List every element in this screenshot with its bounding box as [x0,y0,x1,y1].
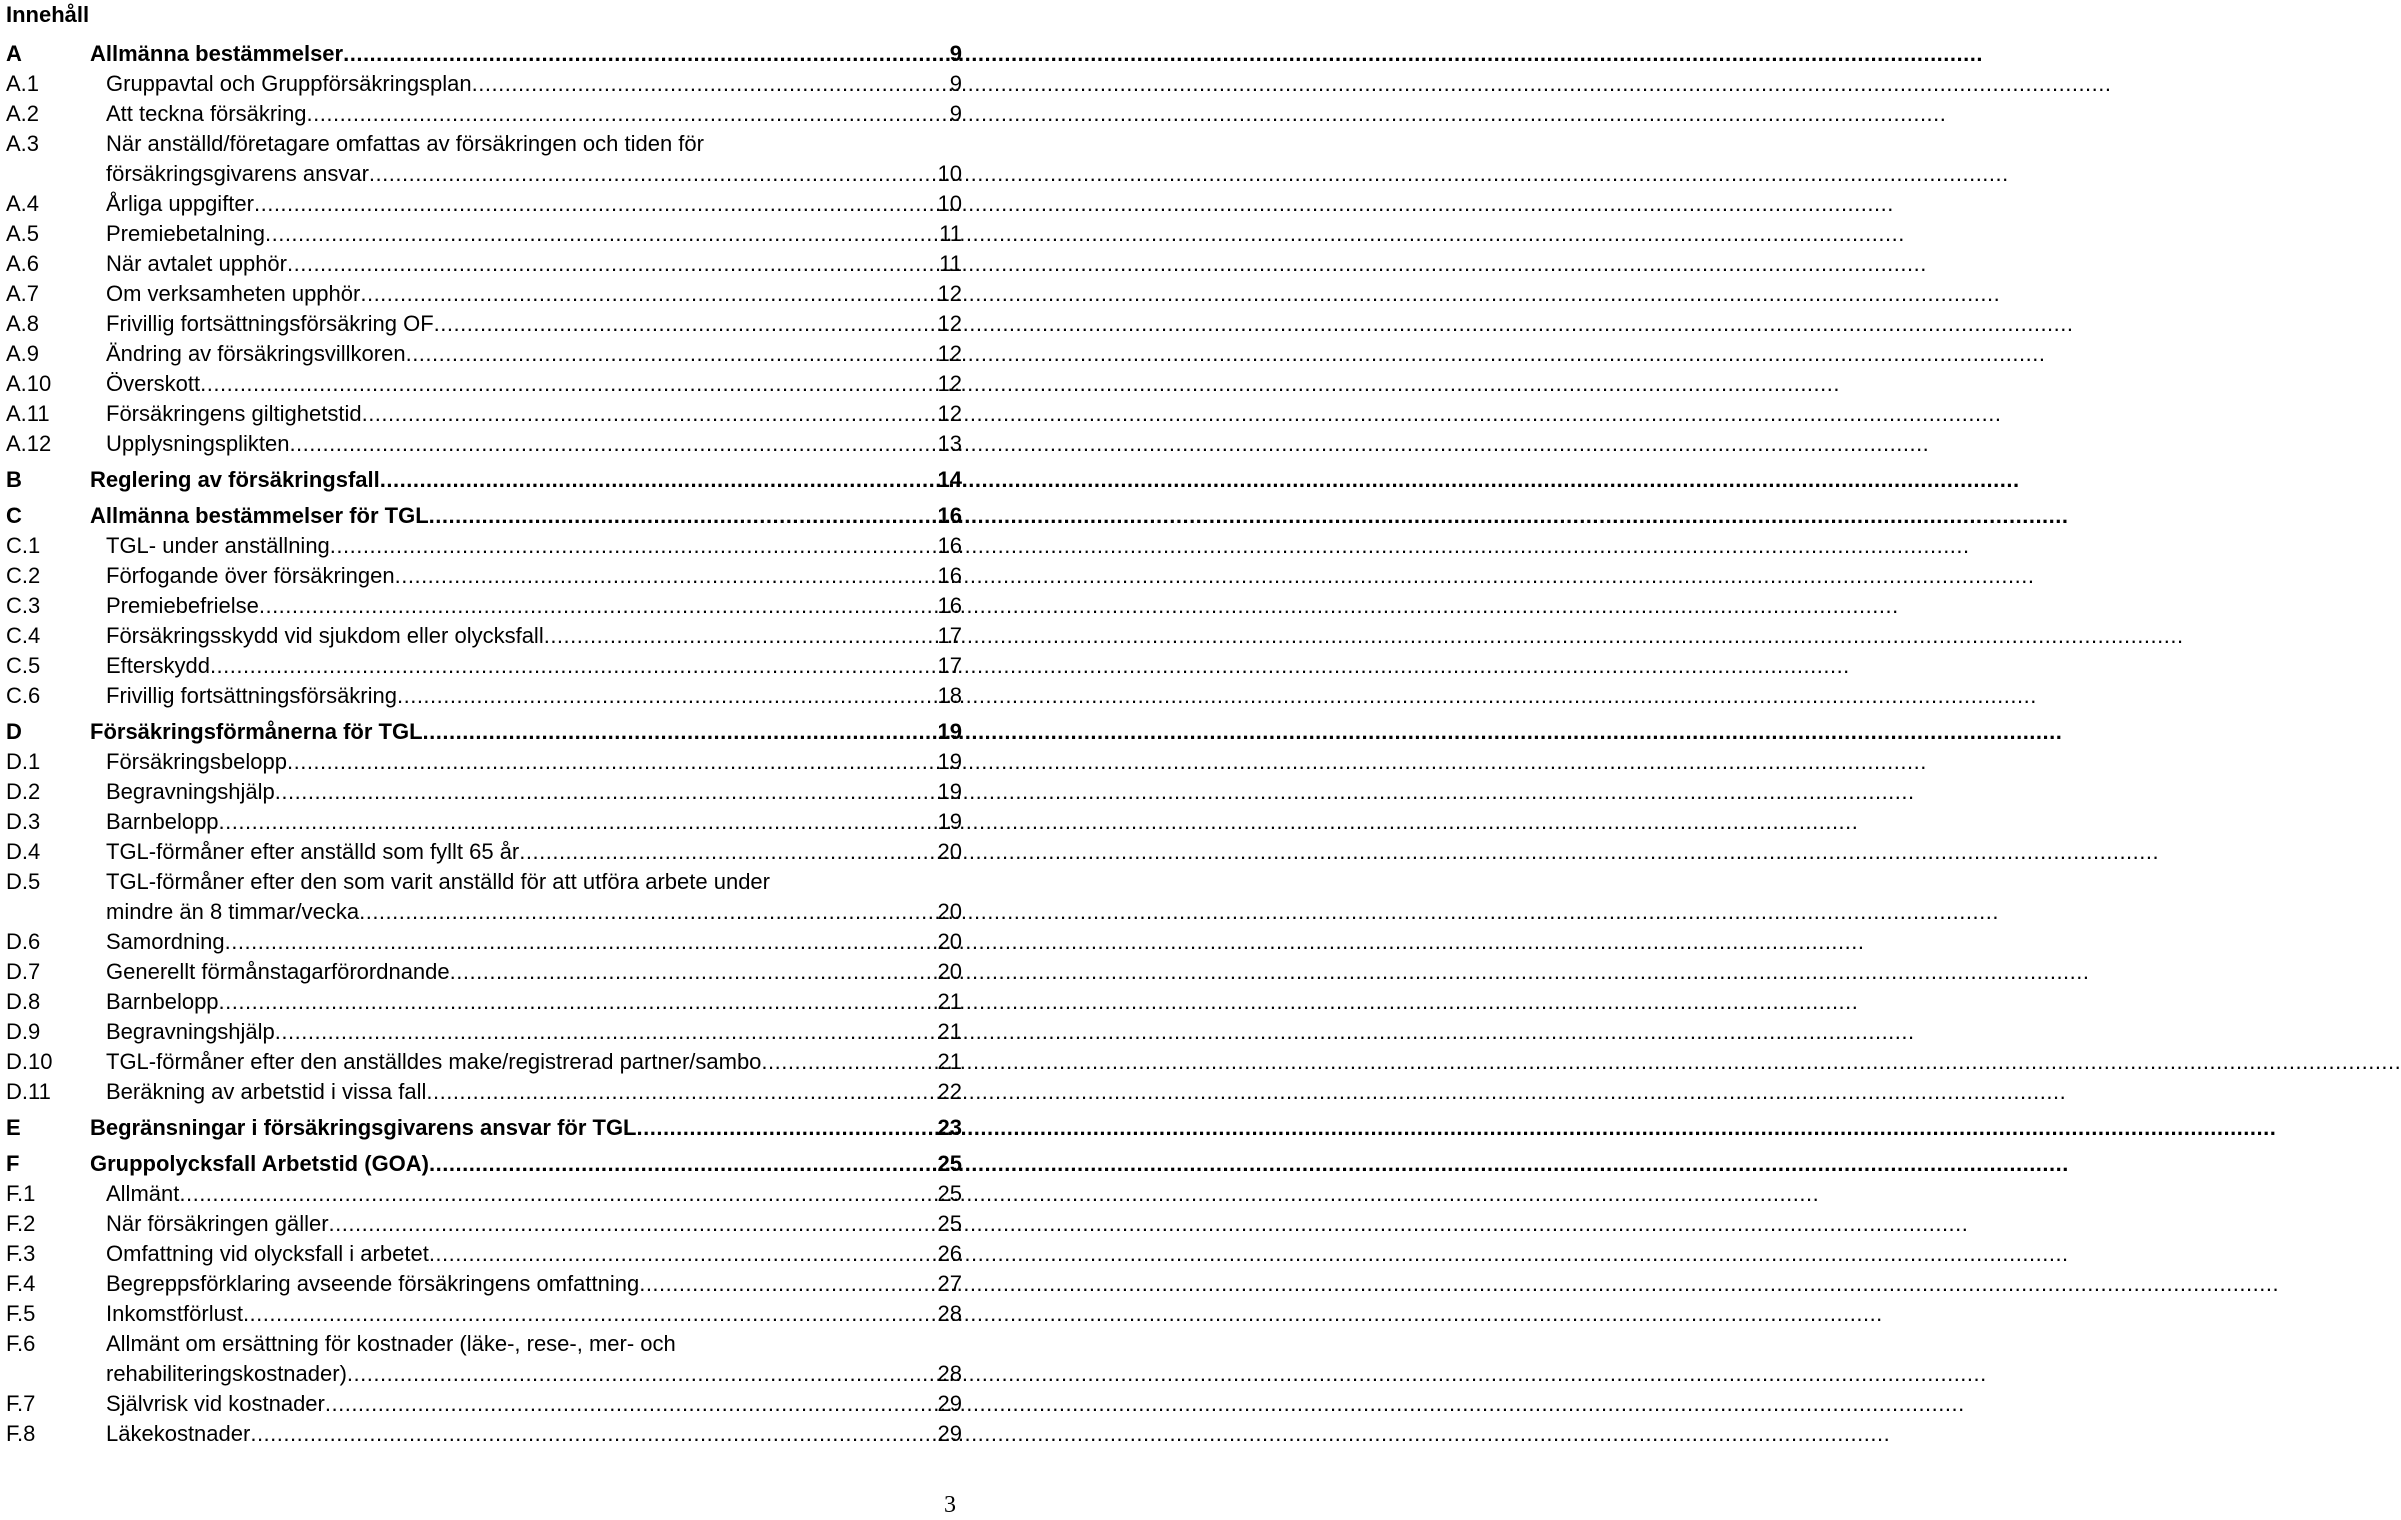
leader-dots [639,1269,935,1299]
toc-entry-number: A.2 [6,101,40,126]
toc-entry-label: Samordning [106,929,225,954]
toc-entry-page: 18 [937,683,962,708]
leader-dots [637,1113,936,1143]
toc-entry-number: A.4 [6,191,40,216]
toc-entry-page: 28 [937,1361,962,1386]
toc-entry-page: 21 [937,1019,962,1044]
toc-entry-number: F.4 [6,1271,36,1296]
toc-entry-page: 16 [937,563,962,588]
toc-entry-label: Barnbelopp [106,809,219,834]
toc-entry-page: 17 [937,653,962,678]
leader-dots [429,501,936,531]
toc-entry[interactable] [6,651,962,681]
toc-entry-page: 19 [937,779,962,804]
toc-entry-page: 12 [937,341,962,366]
toc-entry-label: Frivillig fortsättningsförsäkring OF [106,311,434,336]
toc-entry-page: 12 [937,281,962,306]
toc-entry-number: F.3 [6,1241,36,1266]
toc-entry-label: Begravningshjälp [106,779,275,804]
toc-entry-number: D.4 [6,839,41,864]
toc-section-entry[interactable] [6,465,962,495]
toc-entry-label: Att teckna försäkring [106,101,307,126]
toc-entry[interactable] [6,279,962,309]
toc-entry-number: D.5 [6,869,41,894]
toc-entry-number: C.5 [6,653,41,678]
toc-entry[interactable] [6,369,962,399]
toc-entry[interactable] [6,1209,962,1239]
toc-entry-page: 10 [937,191,962,216]
leader-dots [434,309,936,339]
toc-entry-number: A.11 [6,401,50,426]
toc-entry-number: F.8 [6,1421,36,1446]
leader-dots [429,1239,936,1269]
toc-entry[interactable] [6,867,962,927]
toc-entry-label: Försäkringsbelopp [106,749,287,774]
toc-entry-label: Försäkringens giltighetstid [106,401,362,426]
leader-dots [343,39,948,69]
toc-entry-label: Premiebefrielse [106,593,259,618]
toc-entry-label: Ändring av försäkringsvillkoren [106,341,406,366]
toc-entry-number: D.8 [6,989,41,1014]
toc-entry-number: C.6 [6,683,41,708]
toc-entry-label: Försäkringsförmånerna för TGL [90,719,423,744]
toc-section-entry[interactable] [6,717,962,747]
toc-entry-label: Allmänna bestämmelser [90,41,344,66]
toc-entry[interactable] [6,129,962,189]
toc-entry[interactable] [6,339,962,369]
toc-entry-page: 25 [937,1211,962,1236]
toc-entry-number: D.6 [6,929,41,954]
toc-entry-number: F [6,1151,20,1176]
toc-entry-number: A [6,41,22,66]
leader-dots [219,987,936,1017]
toc-entry-number: A.5 [6,221,40,246]
toc-entry[interactable] [6,747,962,777]
toc-entry-number: D.9 [6,1019,41,1044]
leader-dots [429,1149,936,1179]
toc-entry-label: Generellt förmånstagarförordnande [106,959,450,984]
toc-entry-page: 9 [949,41,962,66]
leader-dots [219,807,936,837]
toc-entry-number: F.7 [6,1391,36,1416]
toc-entry-page: 22 [937,1079,962,1104]
toc-entry[interactable] [6,837,962,867]
toc-title: Innehåll [6,2,90,27]
toc-entry-number: F.6 [6,1331,36,1356]
toc-entry-label: Överskott [106,371,201,396]
leader-dots [179,1179,935,1209]
toc-entry[interactable] [6,987,962,1017]
leader-dots [275,1017,936,1047]
toc-entry-label: TGL- under anställning [106,533,330,558]
leader-dots [330,531,936,561]
toc-entry[interactable] [6,591,962,621]
table-of-contents [6,34,962,1449]
toc-entry-label: Försäkringsskydd vid sjukdom eller olycksfall [106,623,544,648]
toc-entry-label: TGL-förmåner efter den som varit anställd för att utföra arbete under [106,869,770,894]
toc-entry-number: A.10 [6,371,52,396]
toc-entry[interactable] [6,1179,962,1209]
toc-entry-page: 20 [937,839,962,864]
leader-dots [243,1299,936,1329]
toc-entry-page: 20 [937,929,962,954]
toc-entry-label: Omfattning vid olycksfall i arbetet [106,1241,429,1266]
toc-entry-number: F.2 [6,1211,36,1236]
toc-entry-label: Läkekostnader [106,1421,251,1446]
toc-entry-label: Gruppavtal och Gruppförsäkringsplan [106,71,472,96]
leader-dots [329,1209,936,1239]
toc-entry-page: 19 [937,749,962,774]
toc-section-entry[interactable] [6,1113,962,1143]
toc-entry-page: 20 [937,899,962,924]
leader-dots [307,99,948,129]
toc-entry-page: 29 [937,1421,962,1446]
toc-entry-label: Premiebetalning [106,221,265,246]
toc-entry-label: Begreppsförklaring avseende försäkringens omfattning [106,1271,640,1296]
leader-dots [259,591,936,621]
toc-entry-number: D.3 [6,809,41,834]
leader-dots [210,651,936,681]
toc-entry-page: 16 [937,593,962,618]
leader-dots [423,717,936,747]
toc-entry[interactable] [6,1299,962,1329]
leader-dots [265,219,937,249]
toc-entry[interactable] [6,1269,962,1299]
toc-entry-page: 16 [937,503,962,528]
toc-entry[interactable] [6,99,962,129]
toc-entry-label: Barnbelopp [106,989,219,1014]
toc-section-entry[interactable] [6,39,962,69]
toc-entry-number: D [6,719,22,744]
toc-entry[interactable] [6,681,962,711]
leader-dots [450,957,936,987]
toc-entry-label: Årliga uppgifter [106,191,254,216]
toc-entry-number: C.2 [6,563,41,588]
leader-dots [761,1047,935,1077]
toc-entry[interactable] [6,1077,962,1107]
toc-entry[interactable] [6,1389,962,1419]
toc-entry[interactable] [6,531,962,561]
toc-entry-page: 20 [937,959,962,984]
leader-dots [395,561,936,591]
toc-entry-number: A.8 [6,311,40,336]
toc-entry-number: C.3 [6,593,41,618]
toc-entry[interactable] [6,249,962,279]
toc-entry-number: C.4 [6,623,41,648]
toc-entry-page: 21 [937,989,962,1014]
toc-entry-page: 27 [937,1271,962,1296]
toc-entry-number: A.7 [6,281,40,306]
toc-entry[interactable] [6,1047,962,1077]
leader-dots [287,747,936,777]
toc-section-entry[interactable] [6,501,962,531]
toc-entry-page: 13 [937,431,962,456]
leader-dots [472,69,948,99]
toc-entry-number: E [6,1115,21,1140]
toc-entry-page: 9 [949,101,962,126]
toc-entry-page: 11 [939,251,962,276]
toc-entry-page: 16 [937,533,962,558]
toc-entry[interactable] [6,621,962,651]
leader-dots [544,621,936,651]
toc-entry[interactable] [6,1419,962,1449]
toc-entry[interactable] [6,189,962,219]
toc-entry-number: C.1 [6,533,41,558]
toc-section-entry[interactable] [6,1149,962,1179]
leader-dots [254,189,936,219]
leader-dots [347,1359,936,1389]
toc-entry-label: Allmänt [106,1181,180,1206]
toc-entry-label: När avtalet upphör [106,251,287,276]
toc-entry-page: 11 [939,221,962,246]
toc-entry-page: 9 [949,71,962,96]
leader-dots [426,1077,935,1107]
toc-entry-label: Om verksamheten upphör [106,281,361,306]
page-number: 3 [944,1492,956,1518]
toc-entry-page: 25 [937,1181,962,1206]
toc-entry-page: 14 [937,467,962,492]
leader-dots [519,837,935,867]
toc-entry-page: 12 [937,371,962,396]
toc-entry-number: D.11 [6,1079,51,1104]
toc-entry-label: TGL-förmåner efter anställd som fyllt 65 år [106,839,520,864]
toc-entry-label-continued: mindre än 8 timmar/vecka [106,899,360,924]
leader-dots [287,249,937,279]
toc-entry[interactable] [6,807,962,837]
leader-dots [359,897,935,927]
toc-entry-number: F.5 [6,1301,36,1326]
toc-entry[interactable] [6,1329,962,1389]
toc-entry-label: Beräkning av arbetstid i vissa fall [106,1079,427,1104]
toc-entry[interactable] [6,429,962,459]
toc-entry-number: A.1 [6,71,40,96]
toc-entry-number: A.6 [6,251,40,276]
toc-entry-page: 17 [937,623,962,648]
toc-entry-label: Förfogande över försäkringen [106,563,395,588]
toc-entry[interactable] [6,219,962,249]
leader-dots [250,1419,935,1449]
toc-entry[interactable] [6,777,962,807]
leader-dots [369,159,936,189]
toc-entry-label: Reglering av försäkringsfall [90,467,380,492]
toc-entry[interactable] [6,1239,962,1269]
toc-entry-label: Begravningshjälp [106,1019,275,1044]
toc-entry-label: TGL-förmåner efter den anställdes make/registrerad partner/sambo [106,1049,762,1074]
toc-entry-number: F.1 [6,1181,36,1206]
toc-entry-label: Frivillig fortsättningsförsäkring [106,683,397,708]
toc-entry[interactable] [6,399,962,429]
toc-entry-number: D.1 [6,749,41,774]
toc-entry-number: A.12 [6,431,52,456]
toc-entry-page: 19 [937,719,962,744]
toc-entry-number: A.3 [6,131,40,156]
toc-entry-label: Begränsningar i försäkringsgivarens ansvar för TGL [90,1115,637,1140]
toc-entry-page: 25 [937,1151,962,1176]
toc-entry-page: 12 [937,311,962,336]
toc-entry-label: Självrisk vid kostnader [106,1391,325,1416]
toc-entry-page: 10 [937,161,962,186]
toc-entry-number: A.9 [6,341,40,366]
toc-entry[interactable] [6,309,962,339]
toc-entry-label-continued: rehabiliteringskostnader) [106,1361,347,1386]
leader-dots [380,465,936,495]
leader-dots [325,1389,936,1419]
toc-entry[interactable] [6,69,962,99]
toc-entry-label: Upplysningsplikten [106,431,290,456]
toc-entry-page: 12 [937,401,962,426]
toc-entry[interactable] [6,927,962,957]
toc-entry-label: När försäkringen gäller [106,1211,329,1236]
leader-dots [200,369,935,399]
toc-entry[interactable] [6,1017,962,1047]
toc-entry-page: 21 [937,1049,962,1074]
toc-entry-label: Allmänna bestämmelser för TGL [90,503,429,528]
leader-dots [397,681,936,711]
toc-entry-label: När anställd/företagare omfattas av försäkringen och tiden för [106,131,704,156]
toc-entry-label: Gruppolycksfall Arbetstid (GOA) [90,1151,430,1176]
toc-entry-number: D.2 [6,779,41,804]
toc-entry-number: C [6,503,22,528]
toc-entry-page: 26 [937,1241,962,1266]
toc-entry-page: 19 [937,809,962,834]
leader-dots [289,429,935,459]
toc-entry-label-continued: försäkringsgivarens ansvar [106,161,369,186]
toc-entry-label: Inkomstförlust [106,1301,243,1326]
toc-entry[interactable] [6,561,962,591]
toc-entry-page: 28 [937,1301,962,1326]
toc-entry-label: Allmänt om ersättning för kostnader (läke-, rese-, mer- och [106,1331,676,1356]
toc-entry-label: Efterskydd [106,653,210,678]
toc-entry-page: 29 [937,1391,962,1416]
toc-entry-number: D.7 [6,959,41,984]
leader-dots [275,777,936,807]
toc-entry-number: D.10 [6,1049,53,1074]
leader-dots [406,339,936,369]
toc-entry-page: 23 [937,1115,962,1140]
toc-entry[interactable] [6,957,962,987]
leader-dots [360,279,935,309]
toc-entry-number: B [6,467,22,492]
leader-dots [362,399,936,429]
leader-dots [225,927,936,957]
